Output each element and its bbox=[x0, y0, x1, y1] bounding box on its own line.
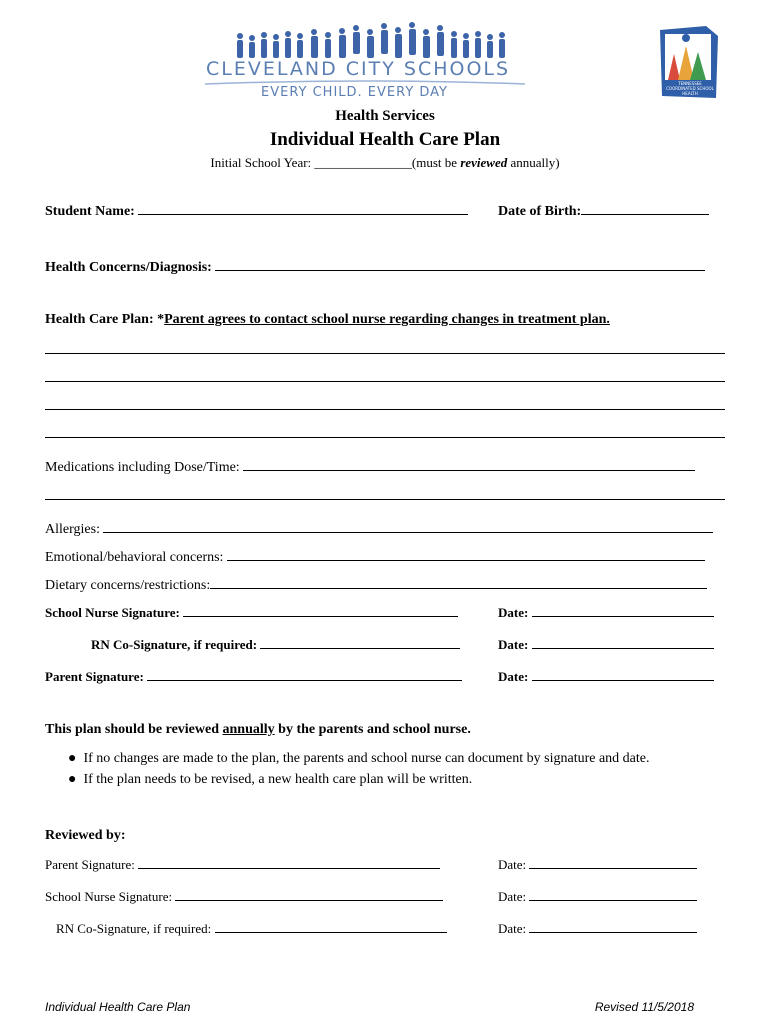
rn-date-row bbox=[498, 636, 714, 653]
review-parent-date-row bbox=[498, 856, 697, 873]
review-nurse-signature-field[interactable] bbox=[175, 888, 443, 901]
review-nurse-signature-row bbox=[45, 888, 443, 905]
dob-row bbox=[498, 202, 709, 220]
student-name-row bbox=[45, 202, 468, 220]
parent-date-row bbox=[498, 668, 714, 685]
medications-field[interactable] bbox=[243, 458, 695, 471]
review-parent-signature-row bbox=[45, 856, 440, 873]
footer-revision-date: Revised 11/5/2018 bbox=[594, 1000, 694, 1014]
review-parent-date-field[interactable] bbox=[529, 856, 697, 869]
bullet-dot-icon: ● bbox=[68, 751, 77, 766]
care-plan-label: Health Care Plan: * bbox=[45, 312, 165, 327]
care-plan-line-4[interactable] bbox=[45, 437, 725, 438]
review-rn-signature-row bbox=[56, 920, 447, 937]
page-title: Individual Health Care Plan bbox=[269, 129, 501, 150]
review-parent-date-label: Date: bbox=[498, 857, 527, 872]
emotional-label: Emotional/behavioral concerns: bbox=[45, 550, 224, 565]
review-bullet-2 bbox=[68, 772, 472, 788]
medications-row bbox=[45, 458, 695, 476]
badge-text: TENNESSEE COORDINATED SCHOOL HEALTH bbox=[666, 81, 714, 96]
review-rn-signature-field[interactable] bbox=[215, 920, 447, 933]
department-heading: Health Services bbox=[335, 108, 435, 124]
school-year-label: Initial School Year: _______________(must be bbox=[210, 155, 461, 170]
medications-line-2[interactable] bbox=[45, 499, 725, 500]
nurse-date-row bbox=[498, 604, 714, 621]
dietary-label: Dietary concerns/restrictions: bbox=[45, 578, 211, 593]
children-silhouettes-icon bbox=[230, 22, 570, 62]
logo-district-name: CLEVELAND CITY SCHOOLS bbox=[206, 58, 511, 80]
logo-tagline: EVERY CHILD. EVERY DAY bbox=[261, 85, 449, 100]
review-emphasis: annually bbox=[222, 722, 275, 737]
rn-date-label: Date: bbox=[498, 637, 529, 652]
review-bullet-text-1: If no changes are made to the plan, the parents and school nurse can document by signature and date. bbox=[83, 751, 650, 766]
review-bullet-text-2: If the plan needs to be revised, a new health care plan will be written. bbox=[83, 772, 473, 787]
emotional-field[interactable] bbox=[227, 548, 705, 561]
emotional-row bbox=[45, 548, 705, 566]
parent-signature-row bbox=[45, 668, 462, 685]
parent-signature-field[interactable] bbox=[147, 668, 462, 681]
allergies-field[interactable] bbox=[103, 520, 713, 533]
health-concerns-label: Health Concerns/Diagnosis: bbox=[45, 260, 212, 275]
footer-form-name: Individual Health Care Plan bbox=[45, 1000, 191, 1014]
dietary-field[interactable] bbox=[210, 576, 707, 589]
health-concerns-field[interactable] bbox=[215, 258, 705, 271]
dob-field[interactable] bbox=[581, 202, 709, 215]
bullet-dot-icon: ● bbox=[68, 772, 77, 787]
school-year-emphasis: reviewed bbox=[460, 155, 508, 170]
rn-signature-row bbox=[91, 636, 460, 653]
student-name-field[interactable] bbox=[138, 202, 468, 215]
district-logo bbox=[200, 22, 540, 104]
nurse-signature-row bbox=[45, 604, 458, 621]
review-nurse-signature-label: School Nurse Signature: bbox=[45, 889, 173, 904]
school-year-line bbox=[0, 155, 770, 171]
review-parent-signature-field[interactable] bbox=[138, 856, 440, 869]
medications-label: Medications including Dose/Time: bbox=[45, 460, 240, 475]
rn-signature-field[interactable] bbox=[260, 636, 460, 649]
review-rn-date-field[interactable] bbox=[529, 920, 697, 933]
care-plan-note: Parent agrees to contact school nurse regarding changes in treatment plan. bbox=[164, 312, 610, 327]
review-prefix: This plan should be reviewed bbox=[45, 722, 223, 737]
nurse-signature-field[interactable] bbox=[183, 604, 458, 617]
review-statement bbox=[45, 722, 471, 738]
dietary-row bbox=[45, 576, 707, 594]
reviewed-by-heading: Reviewed by: bbox=[45, 828, 126, 843]
care-plan-line-1[interactable] bbox=[45, 353, 725, 354]
parent-date-label: Date: bbox=[498, 669, 529, 684]
nurse-signature-label: School Nurse Signature: bbox=[45, 605, 180, 620]
care-plan-line-3[interactable] bbox=[45, 409, 725, 410]
review-nurse-date-field[interactable] bbox=[529, 888, 697, 901]
rn-signature-label: RN Co-Signature, if required: bbox=[91, 637, 258, 652]
rn-date-field[interactable] bbox=[532, 636, 714, 649]
review-nurse-date-row bbox=[498, 888, 697, 905]
review-rn-date-label: Date: bbox=[498, 921, 527, 936]
school-year-tail: annually) bbox=[507, 155, 560, 170]
review-parent-signature-label: Parent Signature: bbox=[45, 857, 135, 872]
review-suffix: by the parents and school nurse. bbox=[274, 722, 471, 737]
nurse-date-label: Date: bbox=[498, 605, 529, 620]
student-name-label: Student Name: bbox=[45, 204, 135, 219]
review-rn-signature-label: RN Co-Signature, if required: bbox=[56, 921, 212, 936]
dob-label: Date of Birth: bbox=[498, 204, 582, 219]
review-rn-date-row bbox=[498, 920, 697, 937]
nurse-date-field[interactable] bbox=[532, 604, 714, 617]
parent-date-field[interactable] bbox=[532, 668, 714, 681]
review-nurse-date-label: Date: bbox=[498, 889, 527, 904]
allergies-label: Allergies: bbox=[45, 522, 100, 537]
care-plan-line-2[interactable] bbox=[45, 381, 725, 382]
parent-signature-label: Parent Signature: bbox=[45, 669, 144, 684]
review-bullet-1 bbox=[68, 751, 650, 767]
coordinated-school-health-badge bbox=[656, 24, 722, 100]
allergies-row bbox=[45, 520, 713, 538]
health-concerns-row bbox=[45, 258, 705, 276]
care-plan-heading bbox=[45, 312, 610, 328]
